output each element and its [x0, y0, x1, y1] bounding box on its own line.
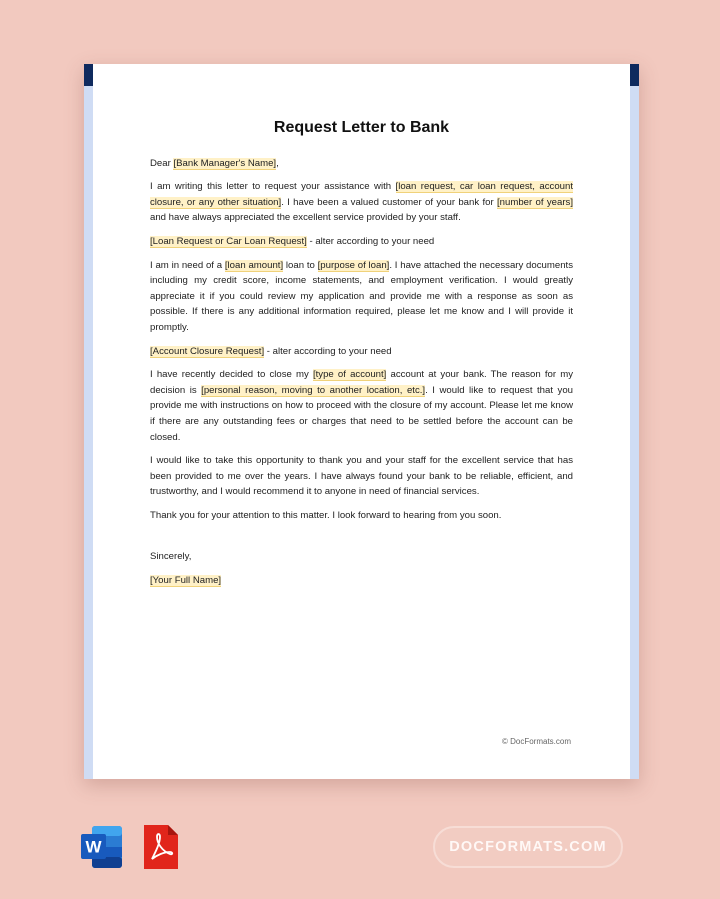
- brand-badge[interactable]: DOCFORMATS.COM: [433, 826, 623, 868]
- paragraph-loan: I am in need of a [loan amount] loan to [purpose of loan]. I have attached the necessary documents including my credit score, income statements, and employment verification. I would greatly appreciate it if you could review my application and provide me with a response as soon as possible. If there is any additional information required, please let me know and I will provide it promptly.: [150, 259, 573, 333]
- document-page: [84, 64, 639, 779]
- page-title: Request Letter to Bank: [273, 119, 450, 136]
- placeholder-loan-amount: [loan amount]: [224, 259, 284, 271]
- placeholder-years: [number of years]: [497, 196, 573, 208]
- section-heading-loan: [Loan Request or Car Loan Request] - alter according to your need: [150, 235, 435, 247]
- section-heading-closure: [Account Closure Request] - alter according to your need: [150, 345, 392, 357]
- placeholder-reason: [personal reason, moving to another location, etc.]: [201, 384, 426, 396]
- signature: [150, 573, 573, 589]
- placeholder-closure-section: [Account Closure Request]: [150, 345, 265, 357]
- paragraph-closing-remark: Thank you for your attention to this matter. I look forward to hearing from you soon.: [150, 509, 502, 521]
- closing: Sincerely,: [150, 551, 192, 563]
- spacer: [150, 531, 573, 549]
- placeholder-loan-section: [Loan Request or Car Loan Request]: [150, 235, 307, 247]
- salutation: Dear [Bank Manager's Name],: [150, 157, 279, 169]
- page-corner-left: [84, 64, 93, 86]
- word-icon-letter: W: [85, 837, 102, 857]
- placeholder-manager-name: [Bank Manager's Name]: [173, 157, 277, 169]
- copyright-notice: © DocFormats.com: [501, 737, 571, 746]
- page-edge-left: [84, 86, 93, 779]
- placeholder-loan-purpose: [purpose of loan]: [317, 259, 390, 271]
- paragraph-intro: I am writing this letter to request your assistance with [loan request, car loan request, account closure, or any other situation]. I have been a valued customer of your bank for [number of years] and have always appreciated the excellent service provided by your staff.: [150, 181, 574, 224]
- placeholder-situation: [loan request, car loan request, account closure, or any other situation]: [150, 181, 574, 208]
- word-icon[interactable]: [80, 823, 124, 871]
- format-icons: [80, 823, 182, 871]
- paragraph-thanks: I would like to take this opportunity to thank you and your staff for the excellent service that has been provided to me over the years. I have always found your bank to be reliable, efficient, and trustworthy, and I would recommend it to anyone in need of financial services.: [150, 455, 573, 498]
- pdf-icon[interactable]: [138, 823, 182, 871]
- placeholder-full-name: [Your Full Name]: [150, 575, 222, 587]
- letter-body: [150, 120, 573, 597]
- page-corner-right: [630, 64, 639, 86]
- paragraph-closure: I have recently decided to close my [type of account] account at your bank. The reason for my decision is [personal reason, moving to another location, etc.]. I would like to request that you provide me with instructions on how to proceed with the closure of my account. Please let me know if there are any outstanding fees or charges that need to be settled before the account can be closed.: [150, 369, 573, 443]
- placeholder-account-type: [type of account]: [312, 369, 387, 381]
- page-edge-right: [630, 86, 639, 779]
